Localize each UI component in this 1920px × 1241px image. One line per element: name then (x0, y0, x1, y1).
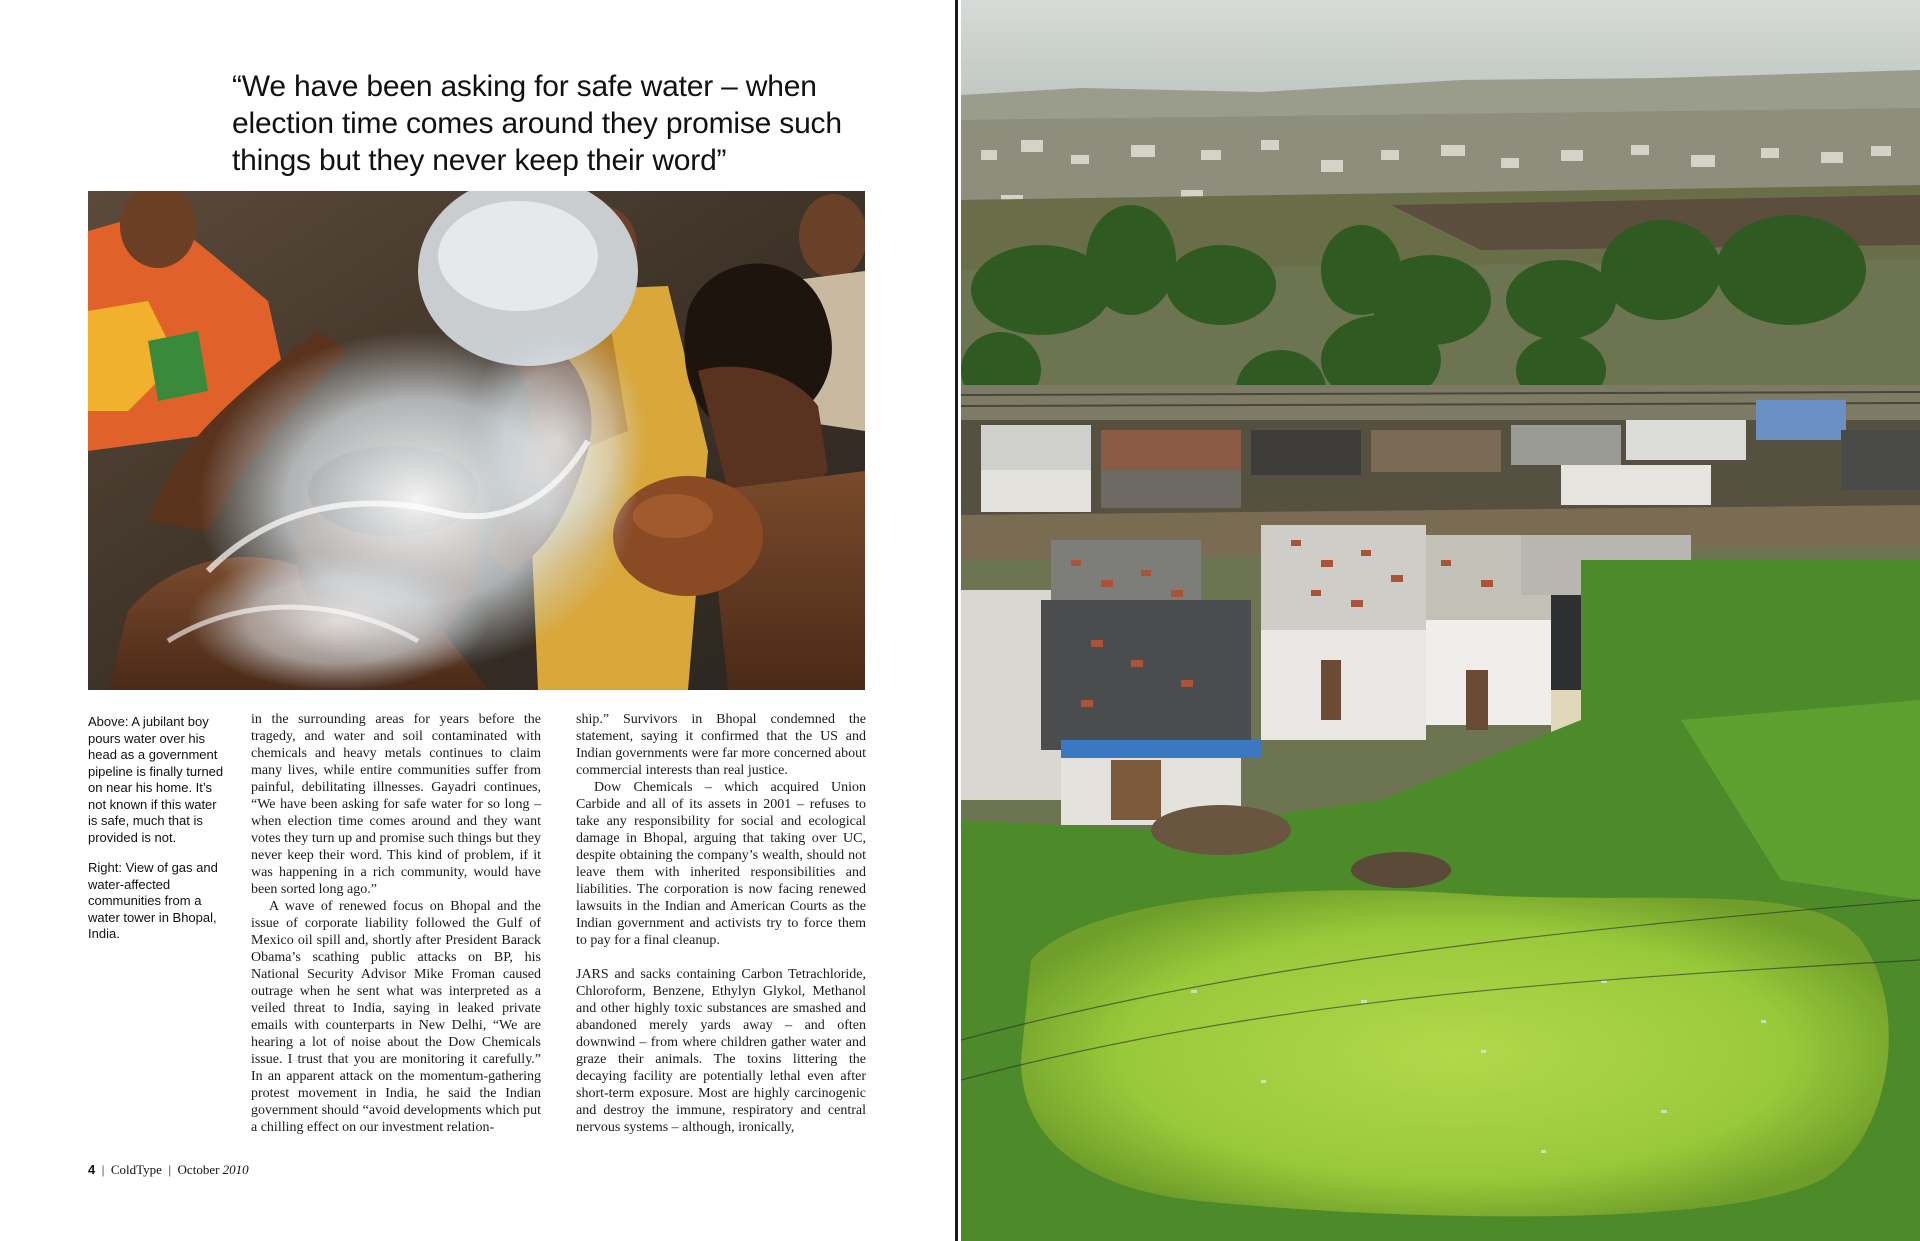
water-pouring-photo (88, 191, 865, 690)
paragraph: A wave of renewed focus on Bhopal and the issue of corporate liability followed the Gulf of Mexico oil spill and, shortly after President Barack Obama’s scathing public attacks on BP, his National Security Advisor Mike Froman caused outrage when he sent what was interpreted as a veiled threat to India, saying in leaked private emails with counterparts in New Delhi, “We are hearing a lot of noise about the Dow Chemicals issue. I trust that you are monitoring it carefully.” In an apparent attack on the momentum-gathering protest movement in India, he said the Indian government should “avoid developments which put a chilling effect on our investment relation- (251, 899, 541, 1135)
caption-above: Above: A jubilant boy pours water over his head as a government pipeline is finally turned on near his home. It’s not known if this water is safe, much that is provided is not. (88, 714, 224, 845)
publication-name: ColdType (110, 1162, 162, 1177)
pull-quote (232, 68, 872, 179)
folio-separator: | (101, 1162, 105, 1177)
left-page (0, 0, 955, 1241)
paragraph: in the surrounding areas for years before the tragedy, and water and soil contaminated with chemicals and heavy metals continues to claim many lives, while entire communities suffer from painful, debilitating illnesses. Gayadri continues, “We have been asking for safe water for so long – when election time comes around and they want votes they turn up and promise such things but they never keep their word. This kind of problem, if it was happening in a rich community, would have been sorted long ago.” (251, 712, 541, 897)
pull-quote-line: election time comes around they promise such (232, 107, 842, 140)
paragraph: JARS and sacks containing Carbon Tetrachloride, Chloroform, Benzene, Ethylyn Glykol, Methanol and other highly toxic substances are smashed and abandoned merely yards away – and often downwind – from where children gather water and graze their animals. The toxins littering the decaying facility are potentially lethal even after short-term exposure. Most are highly carcinogenic and destroy the immune, respiratory and central nervous systems – although, ironically, (576, 967, 866, 1135)
aerial-photo-bhopal (961, 0, 1920, 1241)
pull-quote-line: things but they never keep their word” (232, 144, 727, 177)
paragraph: Dow Chemicals – which acquired Union Carbide and all of its assets in 2001 – refuses to take any responsibility for social and ecological damage in Bhopal, arguing that taking over UC, despite obtaining the company’s wealth, should not leave them with inherited responsibilities and liabilities. The corporation is now facing renewed lawsuits in the Indian and American Courts as the Indian government and activists try to force them to pay for a final cleanup. (576, 780, 866, 948)
body-column-1 (251, 711, 541, 1136)
body-column-2 (576, 711, 866, 1136)
spread-gutter (955, 0, 958, 1241)
pull-quote-line: “We have been asking for safe water – when (232, 70, 817, 103)
issue-month: October (177, 1162, 220, 1177)
caption-right: Right: View of gas and water-affected communities from a water tower in Bhopal, India. (88, 860, 218, 941)
page-folio (88, 1162, 249, 1178)
paragraph: ship.” Survivors in Bhopal condemned the statement, saying it confirmed that the US and Indian governments were far more concerned about commercial interests than real justice. (576, 712, 866, 778)
page-number: 4 (88, 1162, 96, 1177)
issue-year: 2010 (222, 1162, 249, 1177)
photo-captions (88, 714, 228, 957)
folio-separator: | (168, 1162, 172, 1177)
